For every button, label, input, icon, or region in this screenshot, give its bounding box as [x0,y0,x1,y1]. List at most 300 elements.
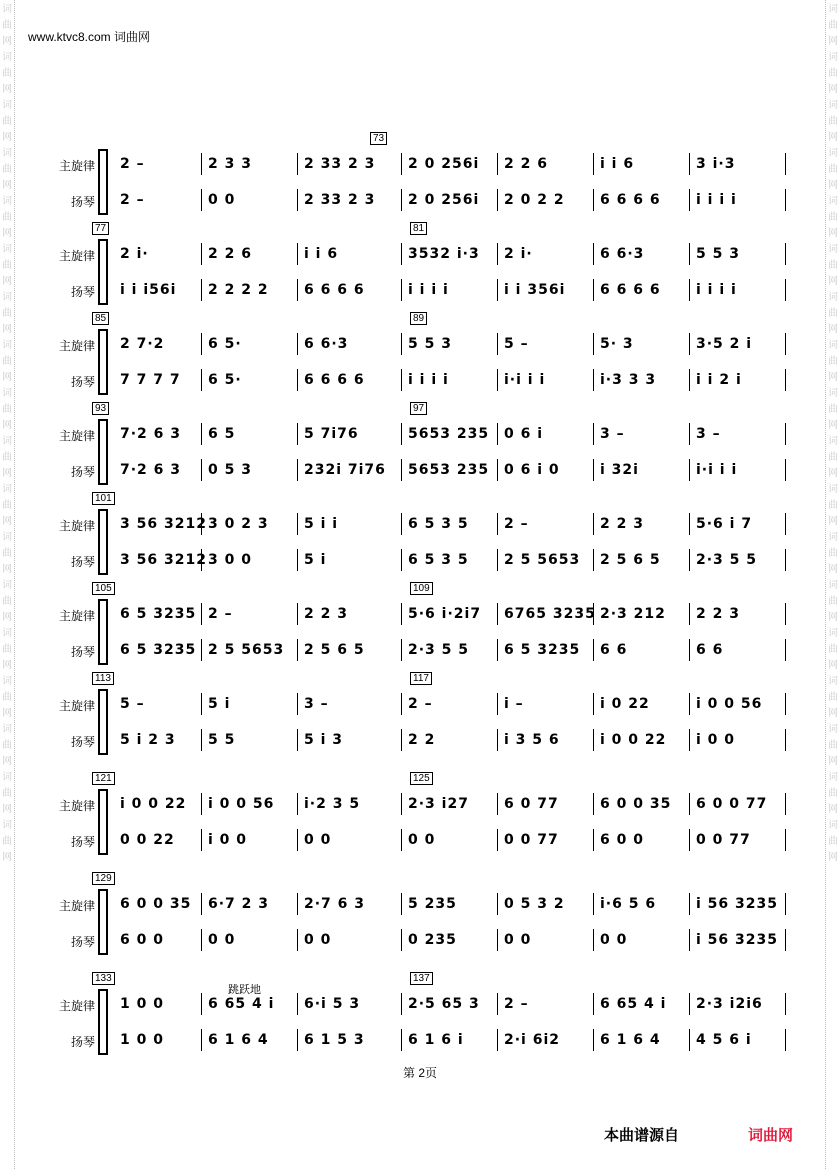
watermark-glyph: 曲 [828,356,838,367]
watermark-glyph: 网 [2,324,12,335]
watermark-glyph: 词 [828,484,838,495]
measure: 6 6·3 [298,333,402,355]
measure-number-box: 81 [410,222,427,235]
measure: 0 6 i [498,423,594,445]
measure: 0 0 22 [114,829,202,851]
watermark-glyph: 网 [828,708,838,719]
measure: 3·5 2 i [690,333,786,355]
melody-label: 主旋律 [58,519,95,533]
measure: 6 1 5 3 [298,1029,402,1051]
watermark-glyph: 曲 [828,644,838,655]
measure: 6 0 0 35 [594,793,690,815]
measure-number-box: 113 [92,672,114,685]
watermark-glyph: 词 [2,676,12,687]
watermark-glyph: 词 [2,724,12,735]
watermark-glyph: 网 [828,36,838,47]
measure: 2·3 5 5 [690,549,786,571]
measure: 6 6 6 6 [594,279,690,301]
staff-brace [98,419,106,485]
melody-staff [114,793,770,815]
measure: 5 i 2 3 [114,729,202,751]
expression-annotation: 跳跃地 [228,984,261,996]
staff-brace [98,509,106,575]
watermark-glyph: 曲 [828,404,838,415]
measure-number-box: 89 [410,312,427,325]
measure: 0 0 [298,829,402,851]
measure-number-box: 137 [410,972,433,985]
staff-bar [106,889,108,955]
measure: 232i 7i76 [298,459,402,481]
measure: 2 7·2 [114,333,202,355]
melody-staff [114,693,770,715]
measure: 5 – [498,333,594,355]
measure: i i i i [690,189,786,211]
staff-brace [98,239,106,305]
watermark-glyph: 曲 [2,500,12,511]
yangqin-label: 扬琴 [70,935,95,949]
watermark-glyph: 词 [828,244,838,255]
watermark-glyph: 词 [828,196,838,207]
measure: 2 2 [402,729,498,751]
measure-number-box: 93 [92,402,109,415]
watermark-glyph: 网 [2,372,12,383]
watermark-glyph: 词 [828,580,838,591]
watermark-glyph: 网 [828,756,838,767]
measure: 6 0 77 [498,793,594,815]
melody-staff [114,243,770,265]
measure: i·i i i [498,369,594,391]
measure: 2 0 256i [402,153,498,175]
measure: 1 0 0 [114,1029,202,1051]
measure: 5 i 3 [298,729,402,751]
measure-number-box: 129 [92,872,115,885]
measure: i·6 5 6 [594,893,690,915]
melody-label: 主旋律 [58,429,95,443]
watermark-glyph: 词 [2,148,12,159]
measure: 0 0 [594,929,690,951]
measure: 3 – [298,693,402,715]
yangqin-label: 扬琴 [70,285,95,299]
measure: 5 i i [298,513,402,535]
staff-bar [106,419,108,485]
measure: i – [498,693,594,715]
measure: 5 i [202,693,298,715]
measure: 5· 3 [594,333,690,355]
measure: 5 5 3 [402,333,498,355]
measure: 6·7 2 3 [202,893,298,915]
watermark-glyph: 网 [2,276,12,287]
watermark-glyph: 词 [828,820,838,831]
watermark-glyph: 曲 [828,740,838,751]
measure: 2 0 2 2 [498,189,594,211]
watermark-glyph: 词 [2,628,12,639]
measure: 2 i· [114,243,202,265]
measure: 7 7 7 7 [114,369,202,391]
watermark-glyph: 网 [2,804,12,815]
measure: 2 2 3 [594,513,690,535]
measure: 0 235 [402,929,498,951]
measure: 6 0 0 [114,929,202,951]
measure-number-box: 121 [92,772,115,785]
measure: i 56 3235 [690,893,786,915]
measure: 6 5 [202,423,298,445]
measure: i·2 3 5 [298,793,402,815]
measure: 0 5 3 2 [498,893,594,915]
watermark-glyph: 曲 [828,548,838,559]
score-system [40,313,770,405]
watermark-glyph: 词 [828,148,838,159]
measure: 6 65 4 i [202,993,298,1015]
measure: i i i i [690,279,786,301]
measure: 6 0 0 [594,829,690,851]
measure-number-box: 85 [92,312,109,325]
watermark-glyph: 词 [828,52,838,63]
melody-staff [114,893,778,915]
yangqin-staff [114,459,770,481]
measure: 2 0 256i [402,189,498,211]
watermark-glyph: 网 [828,852,838,863]
measure: 7·2 6 3 [114,459,202,481]
measure: 2·3 i27 [402,793,498,815]
yangqin-staff [114,189,770,211]
measure: i 0 0 56 [690,693,786,715]
melody-staff [114,153,770,175]
measure: i i i i [402,279,498,301]
measure: 6 6 6 6 [594,189,690,211]
measure: i·3 3 3 [594,369,690,391]
yangqin-label: 扬琴 [70,645,95,659]
measure: 6 5 3235 [114,639,202,661]
staff-brace [98,889,106,955]
measure: 5 i [298,549,402,571]
measure: 3 0 2 3 [202,513,298,535]
watermark-glyph: 曲 [828,452,838,463]
measure: 6 1 6 4 [594,1029,690,1051]
watermark-glyph: 曲 [2,260,12,271]
watermark-glyph: 曲 [2,356,12,367]
measure: 5 5 [202,729,298,751]
watermark-glyph: 网 [828,324,838,335]
watermark-glyph: 网 [828,612,838,623]
watermark-glyph: 词 [828,388,838,399]
watermark-glyph: 曲 [828,20,838,31]
measure-number-box: 109 [410,582,433,595]
measure: i i 6 [298,243,402,265]
staff-bar [106,989,108,1055]
measure: i i i i [402,369,498,391]
yangqin-label: 扬琴 [70,465,95,479]
measure: 6 0 0 77 [690,793,786,815]
melody-label: 主旋律 [58,339,95,353]
measure: 2 2 3 [298,603,402,625]
watermark-glyph: 网 [828,180,838,191]
watermark-glyph: 网 [828,468,838,479]
measure: 2 3 3 [202,153,298,175]
measure: 0 0 [402,829,498,851]
measure: 2 i· [498,243,594,265]
watermark-glyph: 词 [828,292,838,303]
staff-bar [106,149,108,215]
measure: 2 – [498,993,594,1015]
staff-bar [106,689,108,755]
watermark-glyph: 词 [2,772,12,783]
watermark-glyph: 曲 [2,740,12,751]
measure: 6 6 [690,639,786,661]
measure: 6 5· [202,369,298,391]
watermark-glyph: 词 [2,388,12,399]
staff-bar [106,509,108,575]
measure: 6·i 5 3 [298,993,402,1015]
watermark-glyph: 网 [2,516,12,527]
watermark-glyph: 曲 [2,164,12,175]
measure: 2 33 2 3 [298,153,402,175]
measure-number-box: 117 [410,672,432,685]
measure: i i i56i [114,279,202,301]
watermark-glyph: 曲 [2,788,12,799]
watermark-glyph: 词 [2,100,12,111]
watermark-glyph: 曲 [2,116,12,127]
measure: 2 – [114,189,202,211]
yangqin-staff [114,279,770,301]
score-system [40,403,770,495]
measure: i 3 5 6 [498,729,594,751]
measure: 5653 235 [402,423,498,445]
watermark-glyph: 词 [2,532,12,543]
watermark-glyph: 网 [2,36,12,47]
watermark-glyph: 网 [2,132,12,143]
watermark-glyph: 词 [2,244,12,255]
score-system [40,773,770,865]
measure: 6 5 3235 [114,603,202,625]
watermark-glyph: 曲 [828,260,838,271]
measure: 6 5· [202,333,298,355]
watermark-glyph: 曲 [2,68,12,79]
measure: 2·3 212 [594,603,690,625]
watermark-glyph: 词 [828,4,838,15]
watermark-glyph: 词 [2,292,12,303]
measure: 2 2 6 [498,153,594,175]
measure: i 0 0 22 [594,729,690,751]
yangqin-staff [114,369,770,391]
melody-label: 主旋律 [58,699,95,713]
staff-bar [106,329,108,395]
yangqin-staff [114,829,770,851]
measure: i i 356i [498,279,594,301]
score-system [40,973,770,1065]
measure: i·i i i [690,459,786,481]
measure: 2 5 5653 [498,549,594,571]
measure: 6 1 6 i [402,1029,498,1051]
measure: i i 2 i [690,369,786,391]
watermark-glyph: 网 [828,84,838,95]
watermark-glyph: 网 [2,468,12,479]
measure: 0 5 3 [202,459,298,481]
measure-number-box: 97 [410,402,427,415]
watermark-glyph: 曲 [828,212,838,223]
watermark-glyph: 曲 [2,20,12,31]
watermark-glyph: 网 [828,372,838,383]
yangqin-label: 扬琴 [70,195,95,209]
watermark-glyph: 曲 [828,692,838,703]
measure: 2 5 6 5 [298,639,402,661]
measure: i i 6 [594,153,690,175]
measure: i 0 0 [690,729,786,751]
measure: 2 – [202,603,298,625]
measure: 2 – [498,513,594,535]
watermark-glyph: 词 [828,628,838,639]
measure: 4 5 6 i [690,1029,786,1051]
watermark-glyph: 曲 [2,212,12,223]
yangqin-label: 扬琴 [70,375,95,389]
staff-bar [106,789,108,855]
measure: 3 56 3212 [114,549,202,571]
watermark-glyph: 曲 [828,308,838,319]
left-watermark-strip [0,0,15,1169]
score-system [40,873,778,965]
measure: 2 – [114,153,202,175]
watermark-glyph: 网 [2,84,12,95]
measure: i 56 3235 [690,929,786,951]
watermark-glyph: 网 [828,420,838,431]
watermark-glyph: 网 [2,852,12,863]
measure: 2·i 6i2 [498,1029,594,1051]
watermark-glyph: 词 [2,820,12,831]
right-watermark-strip [825,0,840,1169]
measure: 2 5 6 5 [594,549,690,571]
measure-number-box: 77 [92,222,109,235]
measure: 7·2 6 3 [114,423,202,445]
staff-brace [98,689,106,755]
score-system [40,493,770,585]
watermark-glyph: 曲 [2,548,12,559]
measure-number-box: 101 [92,492,115,505]
melody-label: 主旋律 [58,249,95,263]
measure: 5 5 3 [690,243,786,265]
measure: 6 1 6 4 [202,1029,298,1051]
measure: 6 6·3 [594,243,690,265]
measure: 6 0 0 35 [114,893,202,915]
melody-staff [114,993,770,1015]
melody-label: 主旋律 [58,799,95,813]
measure: 0 0 [298,929,402,951]
measure: 0 0 [202,929,298,951]
watermark-glyph: 网 [828,564,838,575]
watermark-glyph: 曲 [2,644,12,655]
watermark-glyph: 词 [2,196,12,207]
watermark-glyph: 网 [828,132,838,143]
measure: 6765 3235 [498,603,594,625]
watermark-glyph: 网 [2,228,12,239]
watermark-glyph: 曲 [2,404,12,415]
watermark-glyph: 网 [828,276,838,287]
measure-number-box: 73 [370,132,387,145]
yangqin-staff [114,929,778,951]
score-system [40,583,770,675]
score-system [40,133,770,225]
melody-staff [114,603,770,625]
measure: 0 0 77 [498,829,594,851]
watermark-glyph: 网 [2,420,12,431]
watermark-glyph: 词 [828,724,838,735]
measure: 2·7 6 3 [298,893,402,915]
melody-staff [114,333,770,355]
measure: i 0 0 22 [114,793,202,815]
watermark-glyph: 词 [828,772,838,783]
measure: 3532 i·3 [402,243,498,265]
staff-bar [106,599,108,665]
watermark-glyph: 词 [2,52,12,63]
melody-label: 主旋律 [58,999,95,1013]
staff-brace [98,149,106,215]
yangqin-label: 扬琴 [70,1035,95,1049]
measure: 6 6 6 6 [298,279,402,301]
yangqin-staff [114,549,770,571]
measure: i 32i [594,459,690,481]
watermark-glyph: 网 [2,180,12,191]
watermark-glyph: 网 [828,228,838,239]
measure: 5653 235 [402,459,498,481]
melody-label: 主旋律 [58,609,95,623]
watermark-glyph: 词 [828,676,838,687]
watermark-glyph: 词 [828,100,838,111]
yangqin-staff [114,639,770,661]
watermark-glyph: 网 [2,612,12,623]
melody-label: 主旋律 [58,159,95,173]
measure: 2·3 i2i6 [690,993,786,1015]
yangqin-staff [114,1029,770,1051]
measure: 0 0 [202,189,298,211]
measure: 5·6 i·2i7 [402,603,498,625]
measure: 3 i·3 [690,153,786,175]
watermark-glyph: 网 [2,756,12,767]
measure: 6 5 3 5 [402,549,498,571]
staff-brace [98,329,106,395]
brand-logo[interactable]: 词曲网 [748,1127,794,1144]
measure: 0 0 [498,929,594,951]
measure: 3 56 3212 [114,513,202,535]
measure: 5·6 i 7 [690,513,786,535]
staff-brace [98,789,106,855]
measure: 6 6 [594,639,690,661]
measure-number-box: 105 [92,582,115,595]
staff-brace [98,599,106,665]
watermark-glyph: 曲 [828,68,838,79]
watermark-glyph: 网 [828,660,838,671]
source-label: 本曲谱源自 [604,1127,680,1144]
measure: 2·3 5 5 [402,639,498,661]
measure-number-box: 133 [92,972,115,985]
measure: 5 235 [402,893,498,915]
measure: i 0 0 56 [202,793,298,815]
staff-bar [106,239,108,305]
measure: 2 – [402,693,498,715]
measure: 5 7i76 [298,423,402,445]
yangqin-label: 扬琴 [70,835,95,849]
page-number: 第 2页 [402,1066,437,1080]
measure: 2 2 3 [690,603,786,625]
measure: 6 65 4 i [594,993,690,1015]
watermark-glyph: 词 [828,532,838,543]
watermark-glyph: 词 [2,580,12,591]
watermark-glyph: 曲 [2,596,12,607]
watermark-glyph: 曲 [2,692,12,703]
yangqin-label: 扬琴 [70,735,95,749]
watermark-glyph: 曲 [2,452,12,463]
score-system [40,673,770,765]
score-system [40,223,770,315]
watermark-glyph: 曲 [2,836,12,847]
watermark-glyph: 词 [828,436,838,447]
